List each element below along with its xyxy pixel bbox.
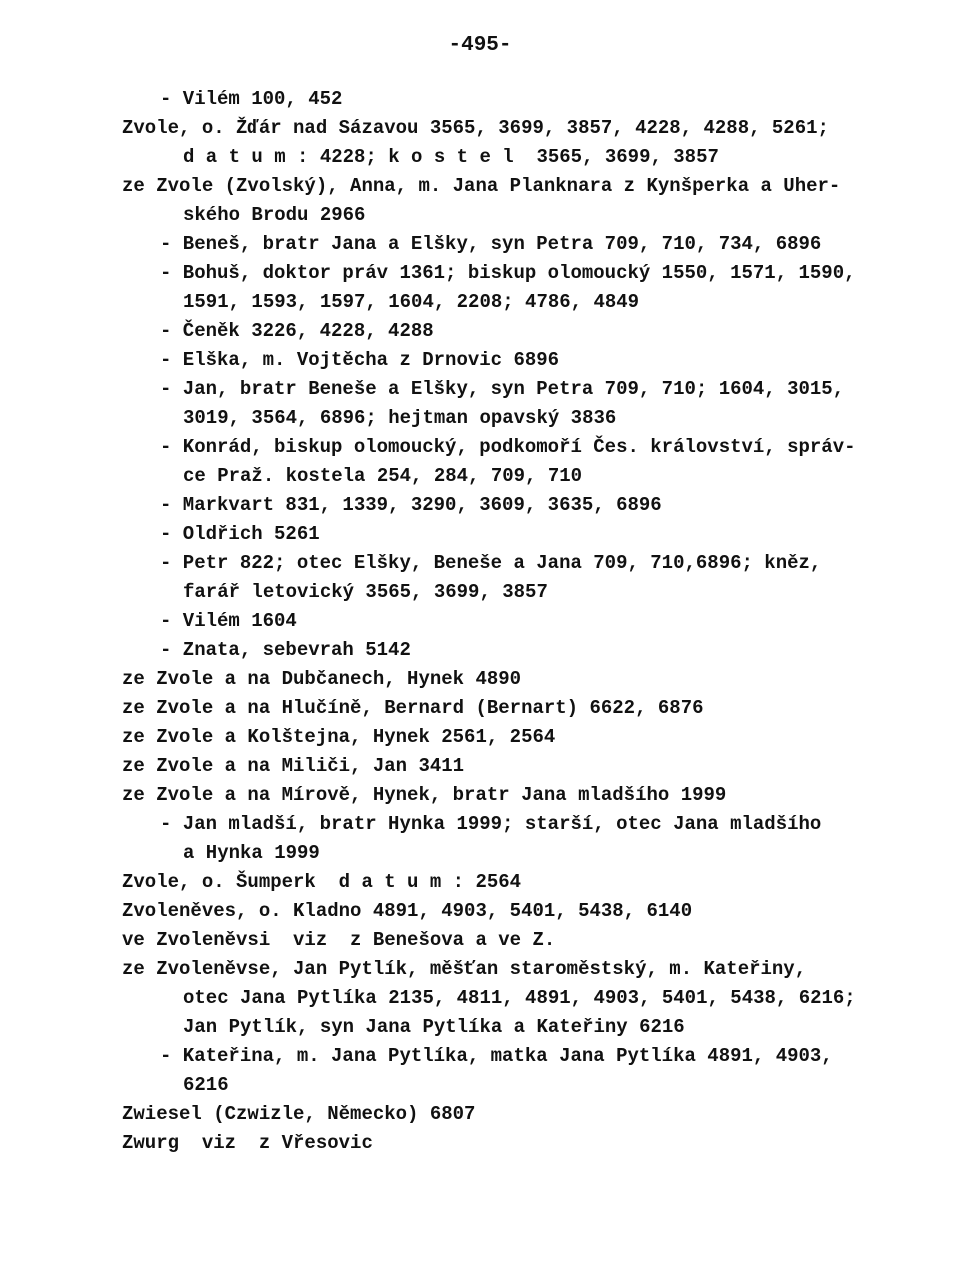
index-line: - Jan, bratr Beneše a Elšky, syn Petra 709, 710; 1604, 3015, [160,378,845,400]
page-number: -495- [448,34,512,57]
index-line: - Vilém 100, 452 [160,88,343,110]
index-line: - Kateřina, m. Jana Pytlíka, matka Jana Pytlíka 4891, 4903, [160,1045,833,1067]
index-entry: Zwurg viz z Vřesovic [122,1132,373,1154]
index-entry: ze Zvole a Kolštejna, Hynek 2561, 2564 [122,726,556,748]
index-line: - Bohuš, doktor práv 1361; biskup olomoucký 1550, 1571, 1590, [160,262,856,284]
index-entry: ze Zvole a na Mírově, Hynek, bratr Jana mladšího 1999 [122,784,727,806]
index-line: - Oldřich 5261 [160,523,320,545]
index-entry: Zvoleněves, o. Kladno 4891, 4903, 5401, 5438, 6140 [122,900,693,922]
index-line: farář letovický 3565, 3699, 3857 [183,581,548,603]
index-line: - Konrád, biskup olomoucký, podkomoří Čes. království, správ- [160,436,856,458]
index-entry: Zwiesel (Czwizle, Německo) 6807 [122,1103,476,1125]
index-line: - Petr 822; otec Elšky, Beneše a Jana 709, 710,6896; kněz, [160,552,822,574]
index-line: - Znata, sebevrah 5142 [160,639,411,661]
index-line: 3019, 3564, 6896; hejtman opavský 3836 [183,407,617,429]
index-line: - Beneš, bratr Jana a Elšky, syn Petra 709, 710, 734, 6896 [160,233,822,255]
index-line: - Čeněk 3226, 4228, 4288 [160,320,434,342]
index-entry: Zvole, o. Žďár nad Sázavou 3565, 3699, 3857, 4228, 4288, 5261; [122,117,829,139]
index-line: d a t u m : 4228; k o s t e l 3565, 3699, 3857 [183,146,719,168]
index-entry: ze Zvole a na Miliči, Jan 3411 [122,755,465,777]
index-entry: ze Zvoleněvse, Jan Pytlík, měšťan staroměstský, m. Kateřiny, [122,958,807,980]
index-line: - Jan mladší, bratr Hynka 1999; starší, otec Jana mladšího [160,813,822,835]
index-line: - Vilém 1604 [160,610,297,632]
index-entry: ze Zvole a na Dubčanech, Hynek 4890 [122,668,522,690]
index-line: ce Praž. kostela 254, 284, 709, 710 [183,465,583,487]
index-line: otec Jana Pytlíka 2135, 4811, 4891, 4903, 5401, 5438, 6216; [183,987,856,1009]
index-line: - Markvart 831, 1339, 3290, 3609, 3635, 6896 [160,494,662,516]
index-entry: ze Zvole (Zvolský), Anna, m. Jana Planknara z Kynšperka a Uher- [122,175,841,197]
index-line: - Elška, m. Vojtěcha z Drnovic 6896 [160,349,560,371]
index-line: a Hynka 1999 [183,842,320,864]
index-entry: Zvole, o. Šumperk d a t u m : 2564 [122,871,522,893]
index-line: ského Brodu 2966 [183,204,366,226]
index-line: 6216 [183,1074,229,1096]
index-entries [0,85,960,1158]
index-entry: ve Zvoleněvsi viz z Benešova a ve Z. [122,929,556,951]
index-line: 1591, 1593, 1597, 1604, 2208; 4786, 4849 [183,291,640,313]
index-entry: ze Zvole a na Hlučíně, Bernard (Bernart) 6622, 6876 [122,697,704,719]
index-line: Jan Pytlík, syn Jana Pytlíka a Kateřiny 6216 [183,1016,685,1038]
